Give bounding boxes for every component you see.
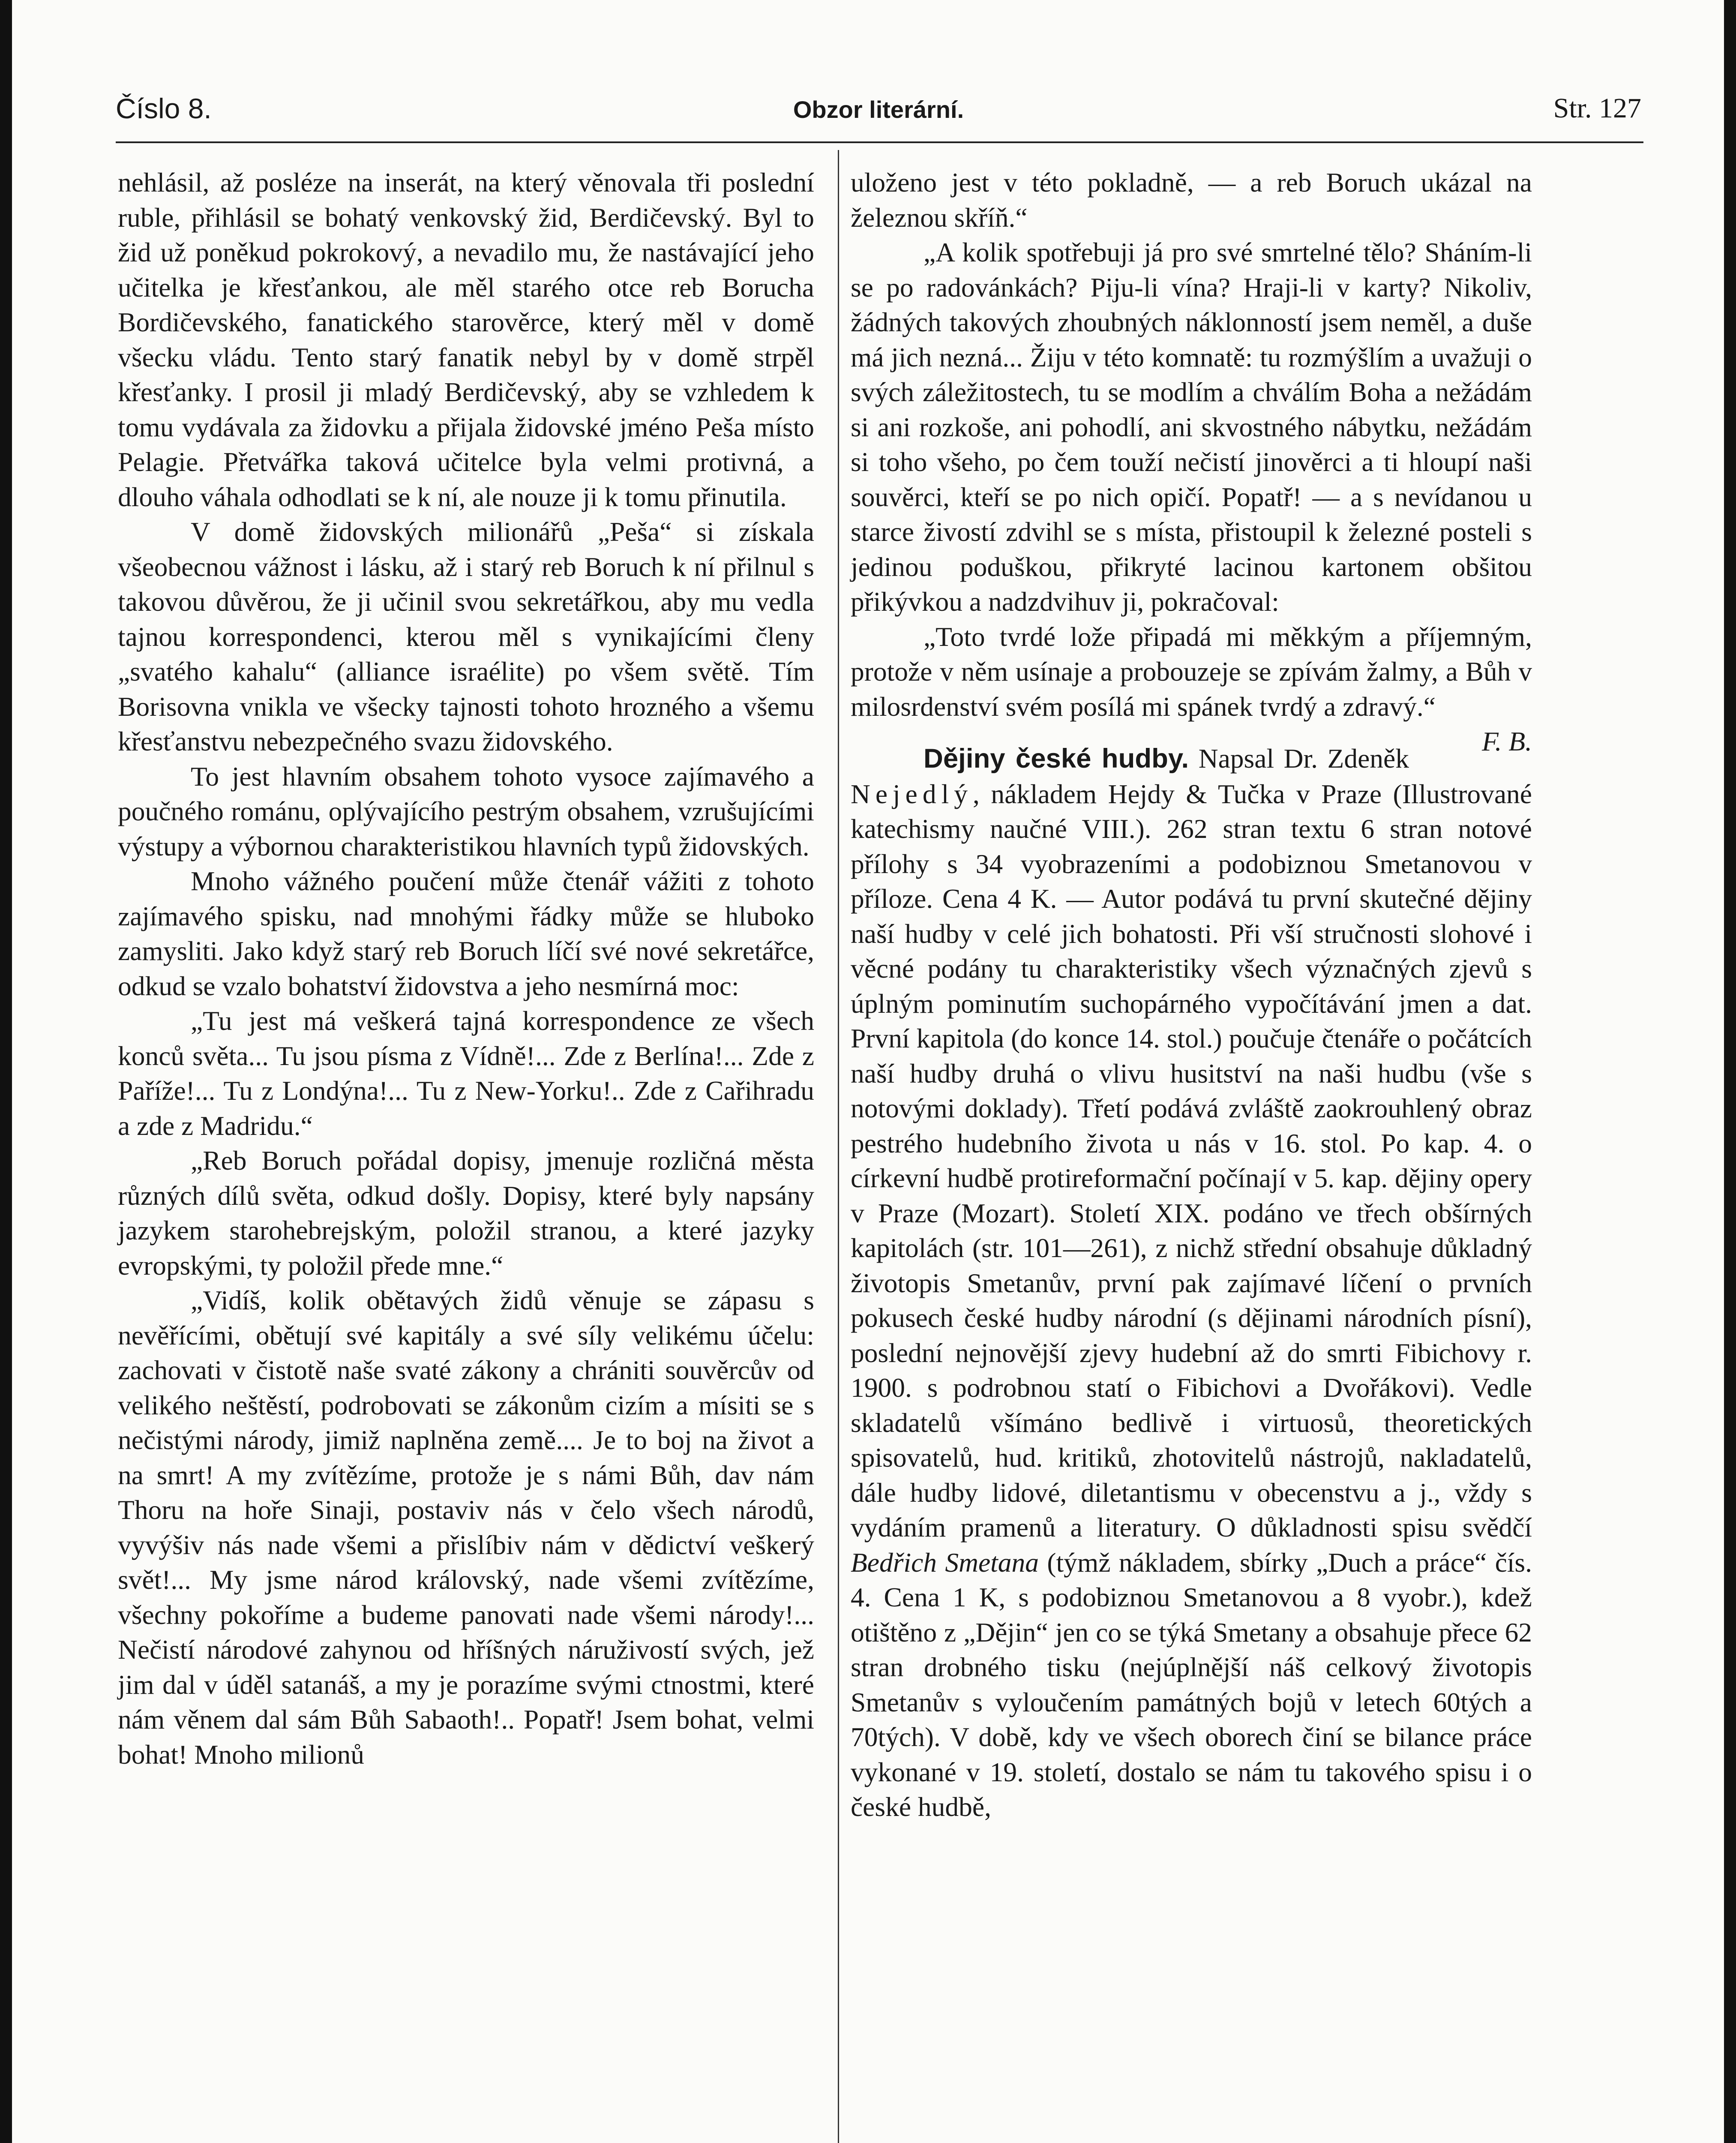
left-paragraph-7: „Vidíš, kolik obětavých židů věnuje se zápasu s nevěřícími, obětují své kapitály a své síly velikému účelu: zachovati v čistotě naše svaté zákony a chrániti souvěrcův od velikého neštěstí, podrobovati se zákonům cizím a mísiti se s nečistými národy, jimiž naplněna země.... Je to boj na život a na smrt! A my zvítězíme, protože je s námi Bůh, dav nám Thoru na hoře Sinaji, postaviv nás v čelo všech národů, vyvýšiv nás nade všemi a přislíbiv nám v dědictví veškerý svět!... My jsme národ královský, nade všemi zvítězíme, všechny pokoříme a budeme panovati nade všemi národy!... Nečistí národové zahynou od hříšných náruživostí svých, jež jim dal v úděl satanáš, a my je porazíme svými ctnostmi, které nám věnem dal sám Bůh Sabaoth!.. Popatř! Jsem bohat, velmi bohat! Mnoho milionů xyxy=(118,1285,814,1770)
review-body-end: (týmž nákladem, sbírky „Duch a práce“ čís. 4. Cena 1 K, s podobiznou Smetanovou a 8 vyobr.), kdež otištěno z „Dějin“ jen co se týká Smetany a obsahuje přece 62 stran drobného tisku (nejúplnější náš celkový životopis Smetanův s vyloučením památných bojů v letech 60tých a 70tých). V době, kdy ve všech oborech činí se bilance práce vykonané v 19. století, dostalo se nám tu takového spisu i o české hudbě, xyxy=(851,1547,1532,1822)
header-rule xyxy=(116,141,1643,143)
review-title: Dějiny české hudby. xyxy=(923,744,1189,774)
left-paragraph-2: V domě židovských milionářů „Peša“ si získala všeobecnou vážnost i lásku, až i starý reb Boruch k ní přilnul s takovou důvěrou, že ji učinil svou sekretářkou, aby mu vedla tajnou korrespondenci, kterou měl s vynikajícími členy „svatého kahalu“ (alliance israélite) po všem světě. Tím Borisovna vnikla ve všecky tajnosti tohoto hrozného a všemu křesťanstvu nebezpečného svazu židovského. xyxy=(118,516,814,756)
page-number: Str. 127 xyxy=(1553,93,1641,124)
left-paragraph-5: „Tu jest má veškerá tajná korrespondence ze všech konců světa... Tu jsou písma z Vídně!... Zde z Berlína!... Zde z Paříže!... Tu z Londýna!... Tu z New-Yorku!.. Zde z Cařihradu a zde z Madridu.“ xyxy=(118,1005,814,1141)
issue-number: Číslo 8. xyxy=(116,93,212,124)
review-paragraph xyxy=(851,741,1532,1825)
scan-border-right xyxy=(1724,0,1736,2143)
page-header xyxy=(116,92,1641,135)
right-paragraph-2: „A kolik spotřebuji já pro své smrtelné tělo? Sháním-li se po radovánkách? Piju-li vína? Hraji-li v karty? Nikoliv, žádných takových zhoubných náklonností jsem neměl, a duše má jich nezná... Žiju v této komnatě: tu rozmýšlím a uvažuji o svých záležitostech, tu se modlím a chválím Boha a nežádám si ani rozkoše, ani pohodlí, ani skvostného nábytku, nežádám si toho všeho, po čem touží nečistí jinověrci a ti hloupí naši souvěrci, kteří se po nich opičí. Popatř! — a s nevídanou u starce živostí zdvihl se s místa, přistoupil k železné posteli s jedinou poduškou, přikryté lacinou kartonem obšitou přikývkou a nadzdvihuv ji, pokračoval: xyxy=(851,237,1532,617)
review-book-title: Bedřich Smetana xyxy=(851,1547,1039,1578)
scan-border-left xyxy=(0,0,12,2143)
review-intro: Napsal Dr. Zdeněk xyxy=(1198,743,1409,774)
journal-title: Obzor literární. xyxy=(793,96,964,123)
left-paragraph-6: „Reb Boruch pořádal dopisy, jmenuje rozličná města různých dílů světa, odkud došly. Dopisy, které byly napsány jazykem starohebrejským, položil stranou, a které jazyky evropskými, ty položil přede mne.“ xyxy=(118,1145,814,1281)
right-column xyxy=(851,165,1532,1825)
left-paragraph-4: Mnoho vážného poučení může čtenář vážiti z tohoto zajímavého spisku, nad mnohými řádky může se hluboko zamysliti. Jako když starý reb Boruch líčí své nové sekretářce, odkud se vzalo bohatství židovstva a jeho nesmírná moc: xyxy=(118,866,814,1001)
right-paragraph-1: uloženo jest v této pokladně, — a reb Boruch ukázal na železnou skříň.“ xyxy=(851,167,1532,233)
review-body: , nákladem Hejdy & Tučka v Praze (Illustrované katechismy naučné VIII.). 262 stran textu 6 stran notové přílohy s 34 vyobrazeními a podobiznou Smetanovou v příloze. Cena 4 K. — Autor podává tu první skutečné dějiny naší hudby v celé jich bohatosti. Při vší stručnosti slohové i věcné podány tu charakteristiky všech význačných zjevů s úplným pominutím suchopárného vypočítávání jmen a dat. První kapitola (do konce 14. stol.) poučuje čtenáře o počátcích naší hudby druhá o vlivu husitství na naši hudbu (vše s notovými doklady). Třetí podává zvláště zaokrouhlený obraz pestrého hudebního života u nás v 16. stol. Po kap. 4. o církevní hudbě protireformační počínají v 5. kap. dějiny opery v Praze (Mozart). Století XIX. podáno ve třech obšírných kapitolách (str. 101—261), z nichž střední obsahuje důkladný životopis Smetanův, první pak zajímavé líčení o prvních pokusech české hudby národní (s dějinami národních písní), poslední nejnovější zjevy hudební až do smrti Fibichovy r. 1900. s podrobnou statí o Fibichovi a Dvořákovi). Vedle skladatelů všímáno bedlivě i virtuosů, theoretických spisovatelů, hud. kritiků, zhotovitelů nástrojů, nakladatelů, dále hudby lidové, diletantismu v obecenstvu a j., vždy s vydáním pramenů a literatury. O důkladnosti spisu svědčí xyxy=(851,778,1532,1543)
left-paragraph-1: nehlásil, až posléze na inserát, na který věnovala tři poslední ruble, přihlásil se bohatý venkovský žid, Berdičevský. Byl to žid už poněkud pokrokový, a nevadilo mu, že nastávající jeho učitelka je křesťankou, ale měl starého otce reb Borucha Bordičevského, fanatického starověrce, který měl v domě všecku vládu. Tento starý fanatik nebyl by v domě strpěl křesťanky. I prosil ji mladý Berdičevský, aby se vzhledem k tomu vydávala za židovku a přijala židovské jméno Peša místo Pelagie. Přetvářka taková učitelce byla velmi protivná, a dlouho váhala odhodlati se k ní, ale nouze ji k tomu přinutila. xyxy=(118,167,814,512)
signature: F. B. xyxy=(1481,726,1532,756)
left-paragraph-3: To jest hlavním obsahem tohoto vysoce zajímavého a poučného románu, oplývajícího pestrým obsahem, vzrušujícími výstupy a výbornou charakteristikou hlavních typů židovských. xyxy=(118,761,814,861)
column-divider xyxy=(838,150,839,2143)
review-author: Nejedlý xyxy=(851,778,973,809)
right-paragraph-3 xyxy=(851,619,1532,756)
right-paragraph-3-text: „Toto tvrdé lože připadá mi měkkým a příjemným, protože v něm usínaje a probouzeje se zpívám žalmy, a Bůh v milosrdenství svém posílá mi spánek tvrdý a zdravý.“ xyxy=(851,621,1532,722)
left-column xyxy=(118,165,814,1772)
